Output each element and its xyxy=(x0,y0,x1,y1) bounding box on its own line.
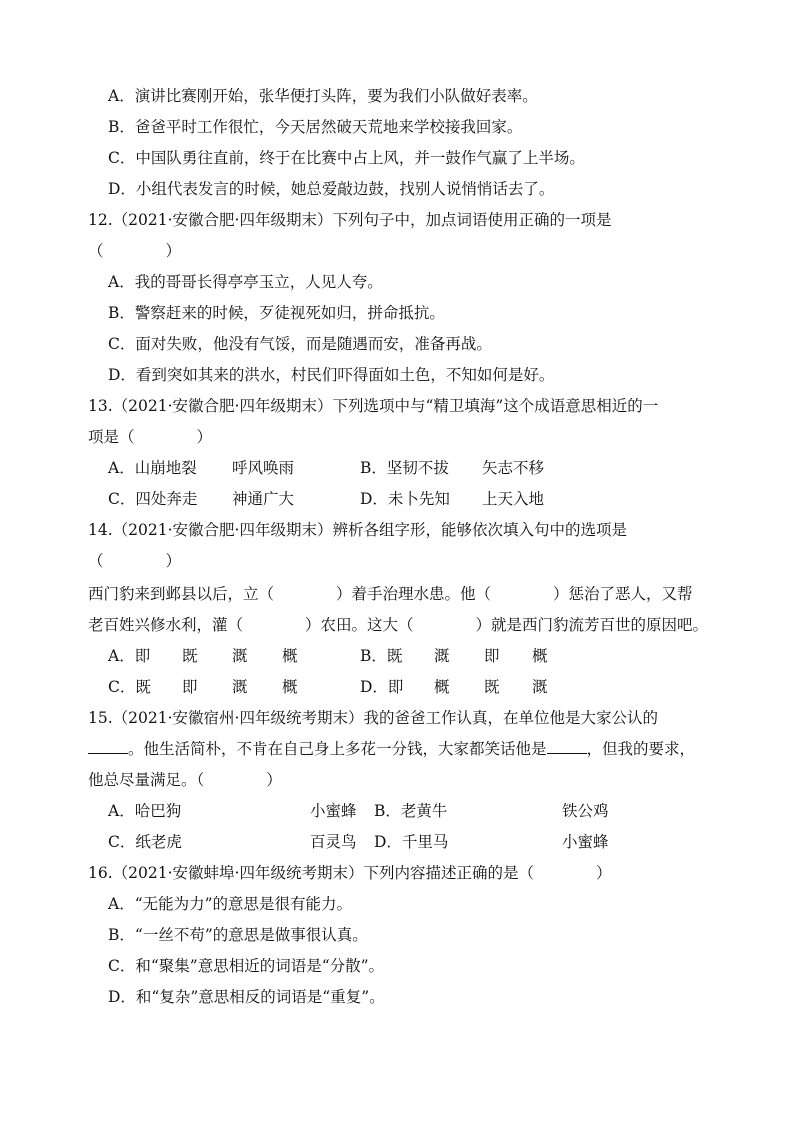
q16-option-b: B．“一丝不苟”的意思是做事很认真。 xyxy=(108,926,368,944)
q15-option-c: C．纸老虎 xyxy=(108,833,182,851)
q14-option-b-char4: 概 xyxy=(532,647,548,665)
q14-option-a-char4: 概 xyxy=(282,647,298,665)
q13-stem-cont: 项是（ ） xyxy=(88,428,213,446)
q16-stem: 16.（2021·安徽蚌埠·四年级统考期末）下列内容描述正确的是（ ） xyxy=(88,864,612,882)
q15-option-a: A．哈巴狗 xyxy=(108,802,182,820)
q14-option-c: C．既 xyxy=(108,678,151,696)
q14-answer-paren: （ ） xyxy=(88,552,182,570)
q12-option-a: A．我的哥哥长得亭亭玉立，人见人夸。 xyxy=(108,273,383,291)
q13-option-a-word2: 呼风唤雨 xyxy=(232,459,295,477)
q14-stem: 14.（2021·安徽合肥·四年级期末）辨析各组字形，能够依次填入句中的选项是 xyxy=(88,521,627,539)
q14-option-d-char2: 概 xyxy=(434,678,450,696)
q15-option-a-word2: 小蜜蜂 xyxy=(310,802,357,820)
q15-stem: 15.（2021·安徽宿州·四年级统考期末）我的爸爸工作认真，在单位他是大家公认的 xyxy=(88,709,658,727)
q12-stem: 12.（2021·安徽合肥·四年级期末）下列句子中，加点词语使用正确的一项是 xyxy=(88,211,612,229)
q14-passage-line-2: 老百姓兴修水利，灌（ ）农田。这大（ ）就是西门豹流芳百世的原因吧。 xyxy=(88,616,709,634)
q14-option-c-char3: 溉 xyxy=(232,678,248,696)
q16-option-c: C．和“聚集”意思相近的词语是“分散”。 xyxy=(108,957,385,975)
q11-option-a: A．演讲比赛刚开始，张华便打头阵，要为我们小队做好表率。 xyxy=(108,87,538,105)
q14-option-d-char4: 溉 xyxy=(532,678,548,696)
q13-option-c: C．四处奔走 xyxy=(108,490,198,508)
q13-option-b: B．坚韧不拔 xyxy=(360,459,449,477)
q13-option-d: D．未卜先知 xyxy=(360,490,450,508)
q14-option-a: A．即 xyxy=(108,647,151,665)
q13-option-a: A．山崩地裂 xyxy=(108,459,197,477)
q15-option-d: D．千里马 xyxy=(374,833,449,851)
q15-stem-part-1: 。他生活简朴，不肯在自己身上多花一分钱，大家都笑话他是 xyxy=(128,740,547,758)
q15-blank-1 xyxy=(88,739,128,754)
q15-stem-cont xyxy=(88,739,695,759)
q14-passage-line-1: 西门豹来到邺县以后，立（ ）着手治理水患。他（ ）惩治了恶人，又帮 xyxy=(88,585,693,603)
q11-option-b: B．爸爸平时工作很忙，今天居然破天荒地来学校接我回家。 xyxy=(108,118,523,136)
q14-option-d: D．即 xyxy=(360,678,404,696)
q15-option-d-word2: 小蜜蜂 xyxy=(562,833,609,851)
q12-answer-paren: （ ） xyxy=(88,242,182,260)
q15-option-b: B．老黄牛 xyxy=(374,802,448,820)
q13-option-b-word2: 矢志不移 xyxy=(482,459,545,477)
q12-option-c: C．面对失败，他没有气馁，而是随遇而安，准备再战。 xyxy=(108,335,492,353)
q14-option-b-char2: 溉 xyxy=(434,647,450,665)
q14-option-c-char4: 概 xyxy=(282,678,298,696)
q11-option-d: D．小组代表发言的时候，她总爱敲边鼓，找别人说悄悄话去了。 xyxy=(108,180,555,198)
q11-option-c: C．中国队勇往直前，终于在比赛中占上风，并一鼓作气赢了上半场。 xyxy=(108,149,585,167)
q15-stem-end: 他总尽量满足。（ ） xyxy=(88,771,282,789)
q13-stem: 13.（2021·安徽合肥·四年级期末）下列选项中与“精卫填海”这个成语意思相近的一 xyxy=(88,397,659,415)
q14-option-b-char3: 即 xyxy=(484,647,500,665)
q16-option-d: D．和“复杂”意思相反的词语是“重复”。 xyxy=(108,988,385,1006)
q15-stem-part-2: ，但我的要求， xyxy=(586,740,696,758)
q15-option-b-word2: 铁公鸡 xyxy=(562,802,609,820)
q14-option-d-char3: 既 xyxy=(484,678,500,696)
q14-option-c-char2: 即 xyxy=(182,678,198,696)
q14-option-a-char2: 既 xyxy=(182,647,198,665)
q14-option-b: B．既 xyxy=(360,647,403,665)
q16-option-a: A．“无能为力”的意思是很有能力。 xyxy=(108,895,353,913)
q13-option-d-word2: 上天入地 xyxy=(482,490,545,508)
q15-blank-2 xyxy=(547,739,587,754)
q15-option-c-word2: 百灵鸟 xyxy=(310,833,357,851)
q13-option-c-word2: 神通广大 xyxy=(232,490,295,508)
q14-option-a-char3: 溉 xyxy=(232,647,248,665)
q12-option-d: D．看到突如其来的洪水，村民们吓得面如土色，不知如何是好。 xyxy=(108,366,555,384)
q12-option-b: B．警察赶来的时候，歹徒视死如归，拼命抵抗。 xyxy=(108,304,445,322)
